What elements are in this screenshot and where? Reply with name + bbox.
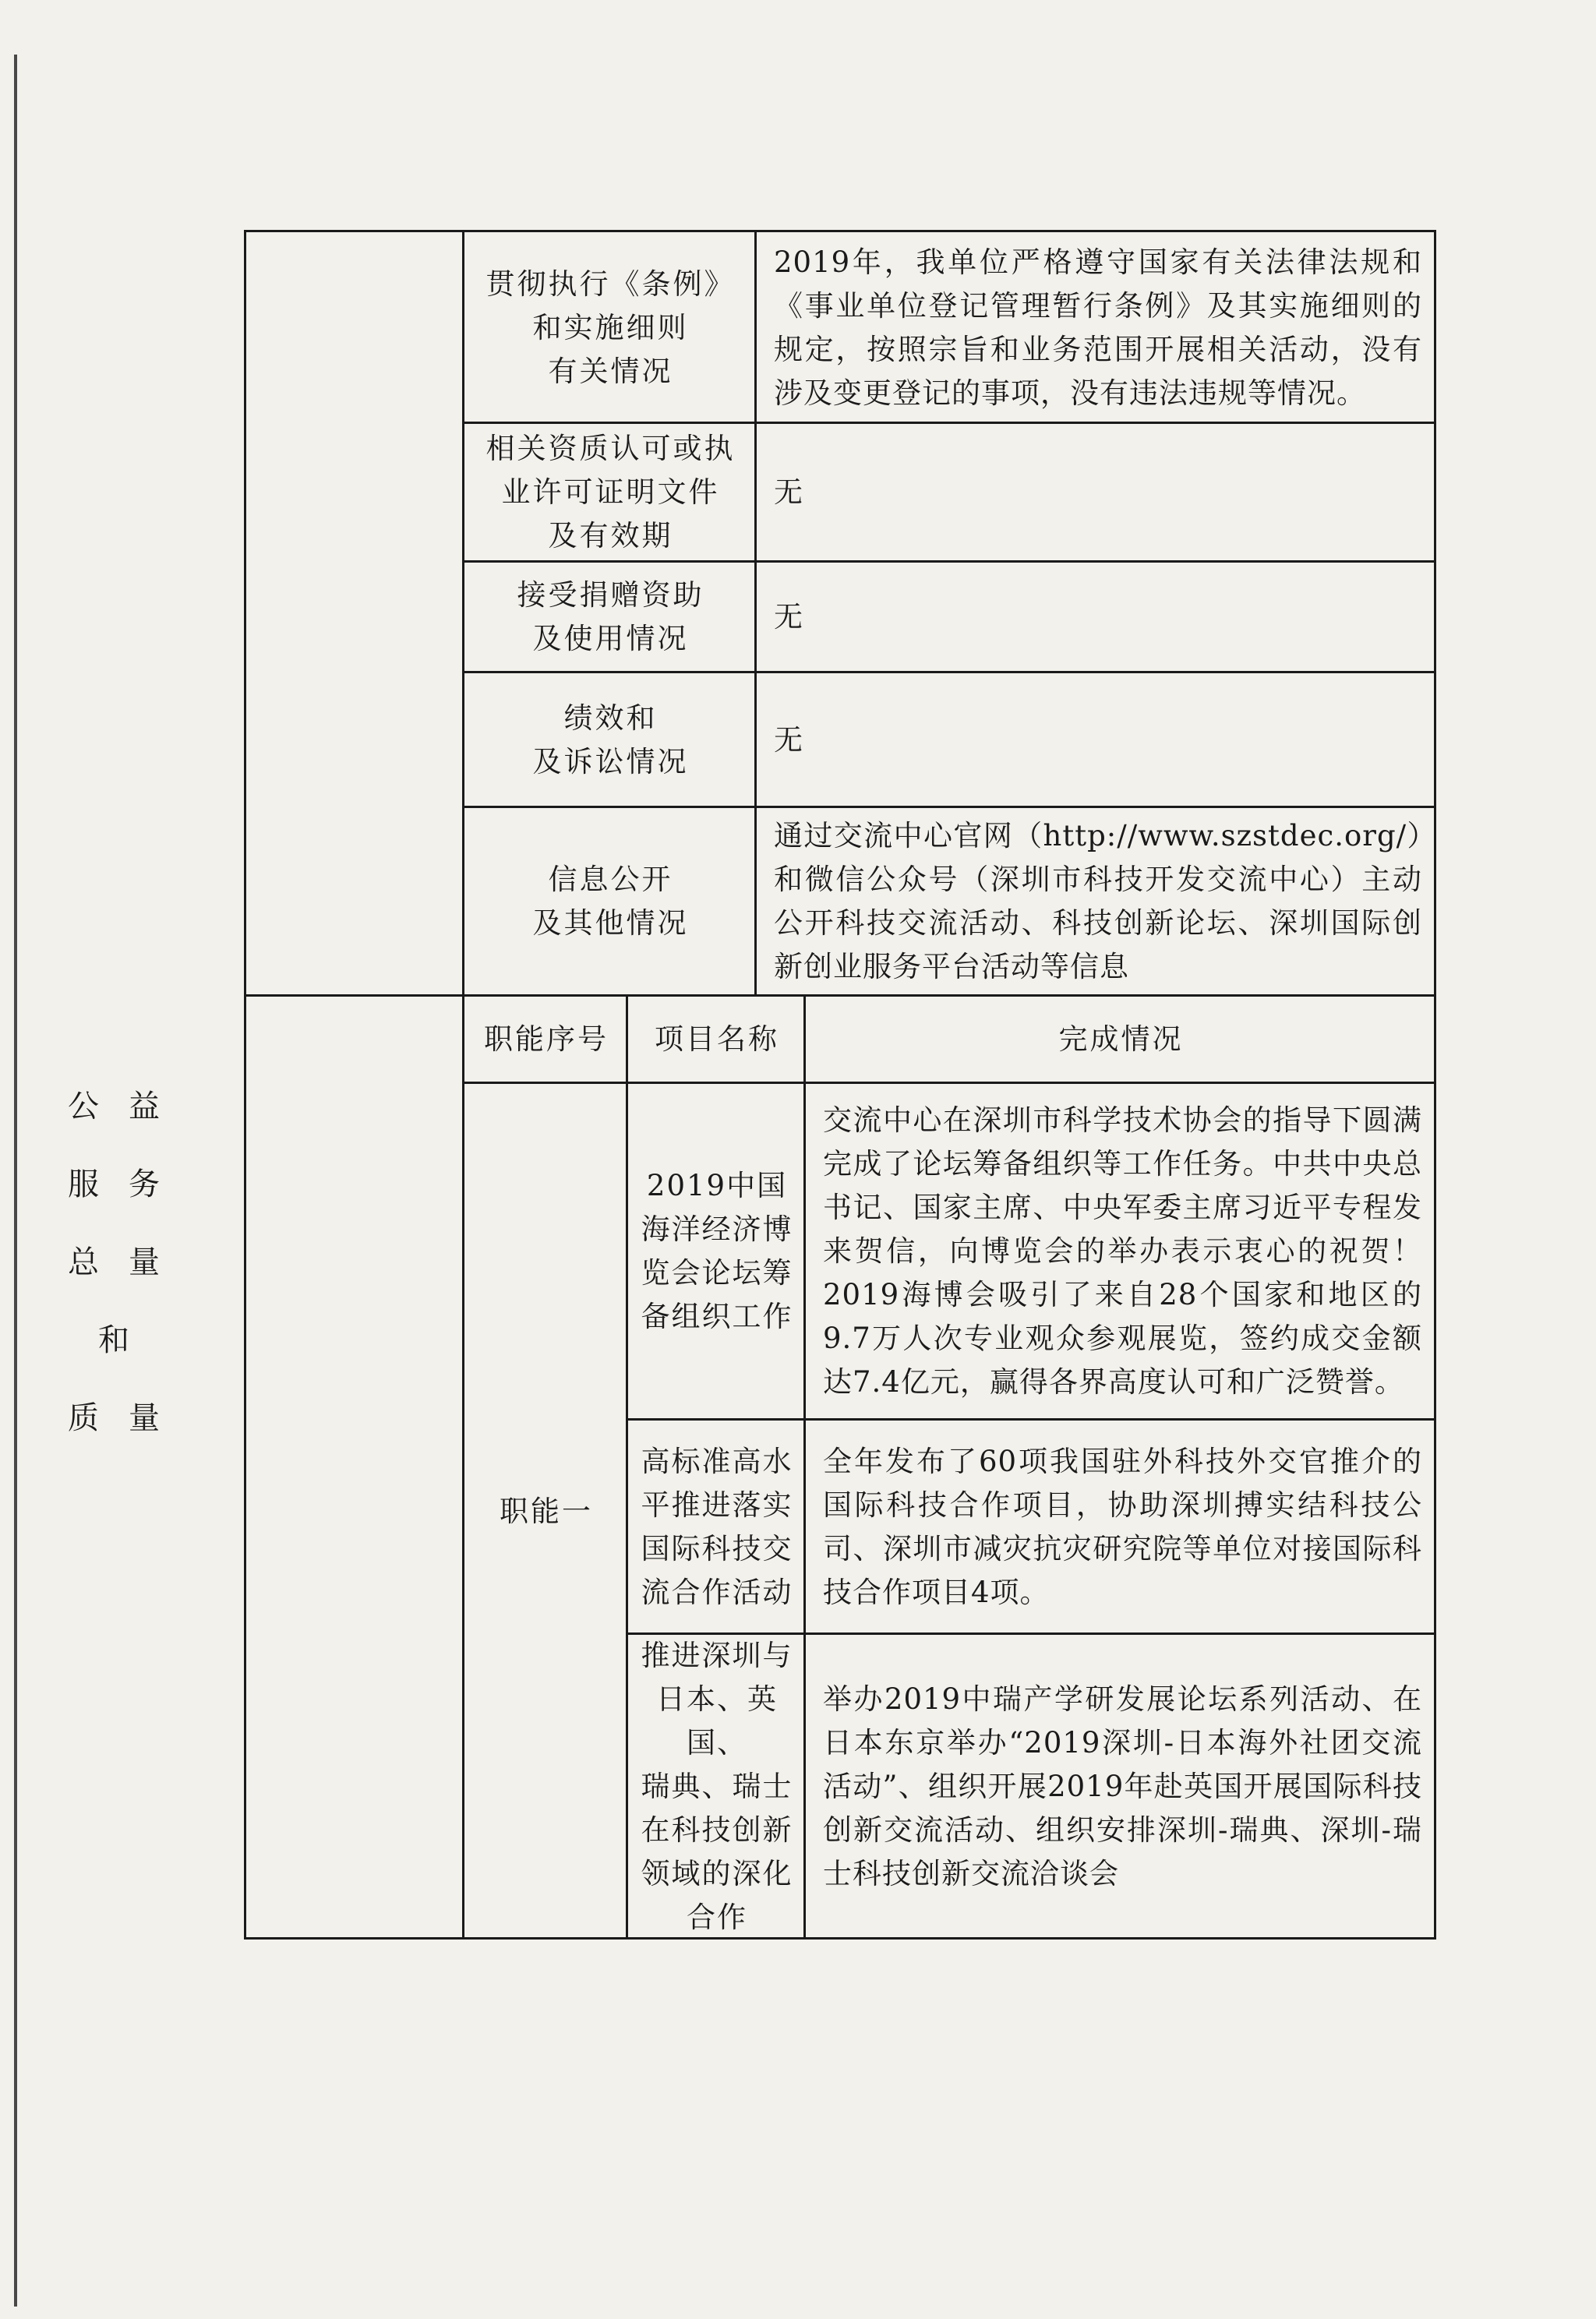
- grid-row-line-2: [464, 560, 1436, 563]
- grid-header-line: [464, 1082, 1436, 1084]
- header-completion: 完成情况: [1058, 1022, 1184, 1056]
- grid-project-line-2: [628, 1632, 1436, 1635]
- project-completion-intl-cooperation: 全年发布了60项我国驻外科技外交官推介的国际科技合作项目，协助深圳搏实结科技公司、深圳市减灾抗灾研究院等单位对接国际科技合作项目4项。: [823, 1444, 1422, 1609]
- grid-line-function-divider: [626, 996, 628, 1940]
- grid-row-line-3: [464, 671, 1436, 673]
- label-performance-litigation: 绩效和 及诉讼情况: [532, 701, 689, 778]
- label-info-disclosure: 信息公开 及其他情况: [532, 863, 689, 940]
- content-regulation-compliance: 2019年，我单位严格遵守国家有关法律法规和《事业单位登记管理暂行条例》及其实施细则的规定，按照宗旨和业务范围开展相关活动，没有涉及变更登记的事项，没有违法违规等情况。: [774, 245, 1422, 410]
- content-qualification-license: 无: [774, 475, 803, 509]
- header-project-name: 项目名称: [655, 1022, 779, 1056]
- grid-row-line-1: [464, 422, 1436, 424]
- content-performance-litigation: 无: [774, 722, 803, 757]
- project-name-ocean-expo: 2019中国 海洋经济博 览会论坛筹 备组织工作: [641, 1169, 793, 1333]
- label-qualification-license: 相关资质认可或执 业许可证明文件 及有效期: [486, 432, 736, 552]
- section-title-public-service: 公益 服务 总量 和 质量: [68, 1089, 189, 1436]
- function-one-label: 职能一: [500, 1494, 593, 1528]
- binding-margin-line: [14, 55, 17, 2307]
- grid-row-line-4: [464, 806, 1436, 808]
- content-info-disclosure: 通过交流中心官网（http://www.szstdec.org/）和微信公众号（深圳市科技开发交流中心）主动公开科技交流活动、科技创新论坛、深圳国际创新创业服务平台活动等信息: [774, 819, 1422, 983]
- label-regulation-compliance: 贯彻执行《条例》 和实施细则 有关情况: [486, 266, 736, 388]
- header-function-no: 职能序号: [484, 1022, 609, 1056]
- project-name-multinational: 推进深圳与 日本、英国、 瑞典、瑞士 在科技创新 领域的深化 合作: [641, 1639, 793, 1934]
- label-donations: 接受捐赠资助 及使用情况: [517, 578, 704, 655]
- project-name-intl-cooperation: 高标准高水 平推进落实 国际科技交 流合作活动: [641, 1444, 793, 1609]
- grid-line-project-divider: [803, 996, 806, 1940]
- project-completion-ocean-expo: 交流中心在深圳市科学技术协会的指导下圆满完成了论坛筹备组织等工作任务。中共中央总书记、国家主席、中央军委主席习近平专程发来贺信，向博览会的举办表示衷心的祝贺！2019海博会吸引了来自28个国家和地区的9.7万人次专业观众参观展览，签约成交金额达7.4亿元，赢得各界高度认可和广泛赞誉。: [823, 1103, 1422, 1399]
- grid-line-left-inner: [462, 232, 464, 1940]
- grid-section-line: [246, 994, 1436, 997]
- content-donations: 无: [774, 600, 803, 634]
- grid-line-label-divider: [754, 232, 757, 996]
- annual-report-table: [244, 230, 1436, 1940]
- project-completion-multinational: 举办2019中瑞产学研发展论坛系列活动、在日本东京举办“2019深圳-日本海外社团交流活动”、组织开展2019年赴英国开展国际科技创新交流活动、组织安排深圳-瑞典、深圳-瑞士科技创新交流洽谈会: [823, 1682, 1422, 1890]
- grid-project-line-1: [628, 1418, 1436, 1421]
